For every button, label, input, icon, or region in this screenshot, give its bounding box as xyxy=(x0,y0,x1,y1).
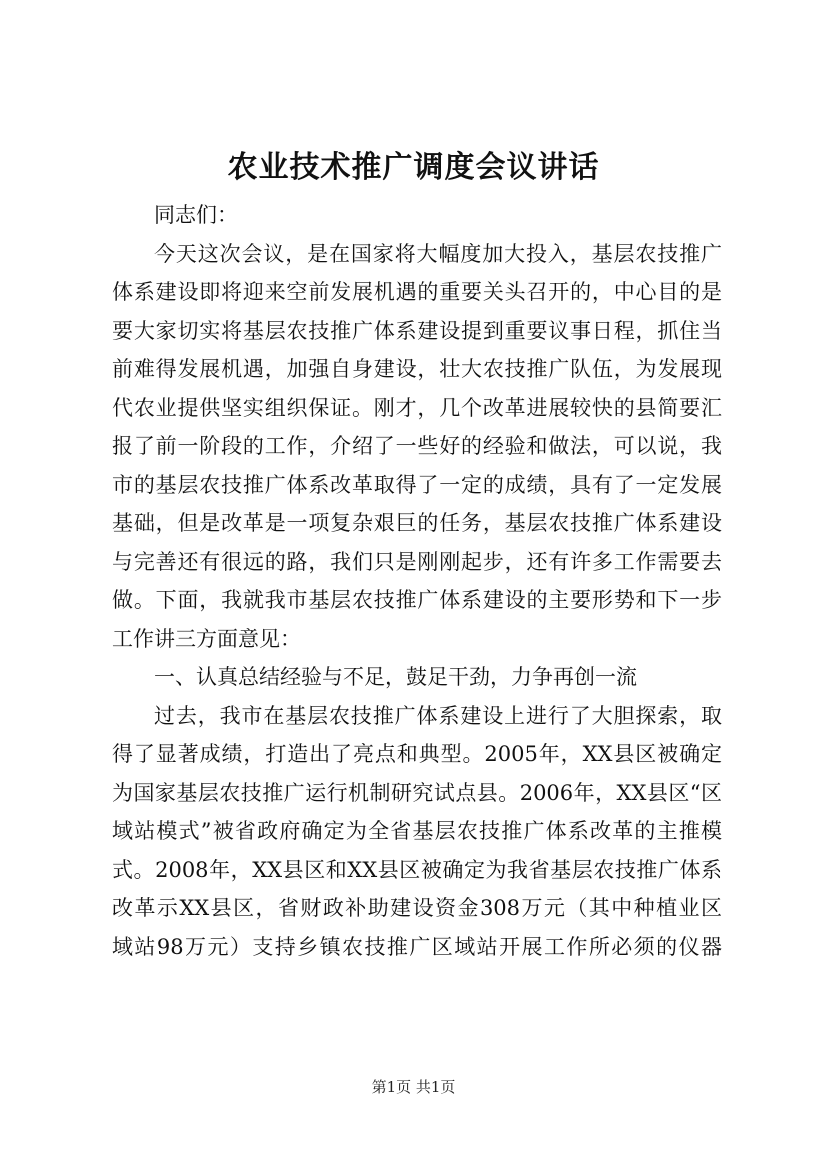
paragraph-line: 改革示XX县区，省财政补助建设资金308万元（其中种植业区 xyxy=(112,896,722,920)
paragraph-line: 市的基层农技推广体系改革取得了一定的成绩，具有了一定发展 xyxy=(112,472,722,497)
paragraph-line: 域站98万元）支持乡镇农技推广区域站开展工作所必须的仪器 xyxy=(112,934,722,959)
paragraph-line: 代农业提供坚实组织保证。刚才，几个改革进展较快的县简要汇 xyxy=(112,395,722,420)
paragraph-line: 体系建设即将迎来空前发展机遇的重要关头召开的，中心目的是 xyxy=(112,280,722,304)
document-body xyxy=(112,196,722,966)
paragraph-line: 得了显著成绩，打造出了亮点和典型。2005年，XX县区被确定 xyxy=(112,742,722,766)
paragraph-line: 今天这次会议，是在国家将大幅度加大投入，基层农技推广 xyxy=(154,241,722,266)
salutation-line: 同志们： xyxy=(154,203,238,227)
section-heading: 一、认真总结经验与不足，鼓足干劲，力争再创一流 xyxy=(154,665,637,689)
paragraph-line: 前难得发展机遇，加强自身建设，壮大农技推广队伍，为发展现 xyxy=(112,357,722,381)
paragraph-line: 工作讲三方面意见： xyxy=(112,626,301,651)
paragraph-line: 域站模式”被省政府确定为全省基层农技推广体系改革的主推模 xyxy=(112,819,722,843)
paragraph-line: 式。2008年，XX县区和XX县区被确定为我省基层农技推广体系 xyxy=(112,857,722,882)
paragraph-line: 为国家基层农技推广运行机制研究试点县。2006年，XX县区“区 xyxy=(112,780,722,805)
paragraph-line: 要大家切实将基层农技推广体系建设提到重要议事日程，抓住当 xyxy=(112,318,722,343)
paragraph-line: 报了前一阶段的工作，介绍了一些好的经验和做法，可以说，我 xyxy=(112,434,722,458)
page-number-footer: 第1页 共1页 xyxy=(371,1078,456,1096)
paragraph-line: 基础，但是改革是一项复杂艰巨的任务，基层农技推广体系建设 xyxy=(112,511,722,535)
paragraph-line: 做。下面，我就我市基层农技推广体系建设的主要形势和下一步 xyxy=(112,588,722,612)
paragraph-line: 过去，我市在基层农技推广体系建设上进行了大胆探索，取 xyxy=(154,703,722,728)
paragraph-line: 与完善还有很远的路，我们只是刚刚起步，还有许多工作需要去 xyxy=(112,549,722,574)
document-title: 农业技术推广调度会议讲话 xyxy=(227,150,600,185)
